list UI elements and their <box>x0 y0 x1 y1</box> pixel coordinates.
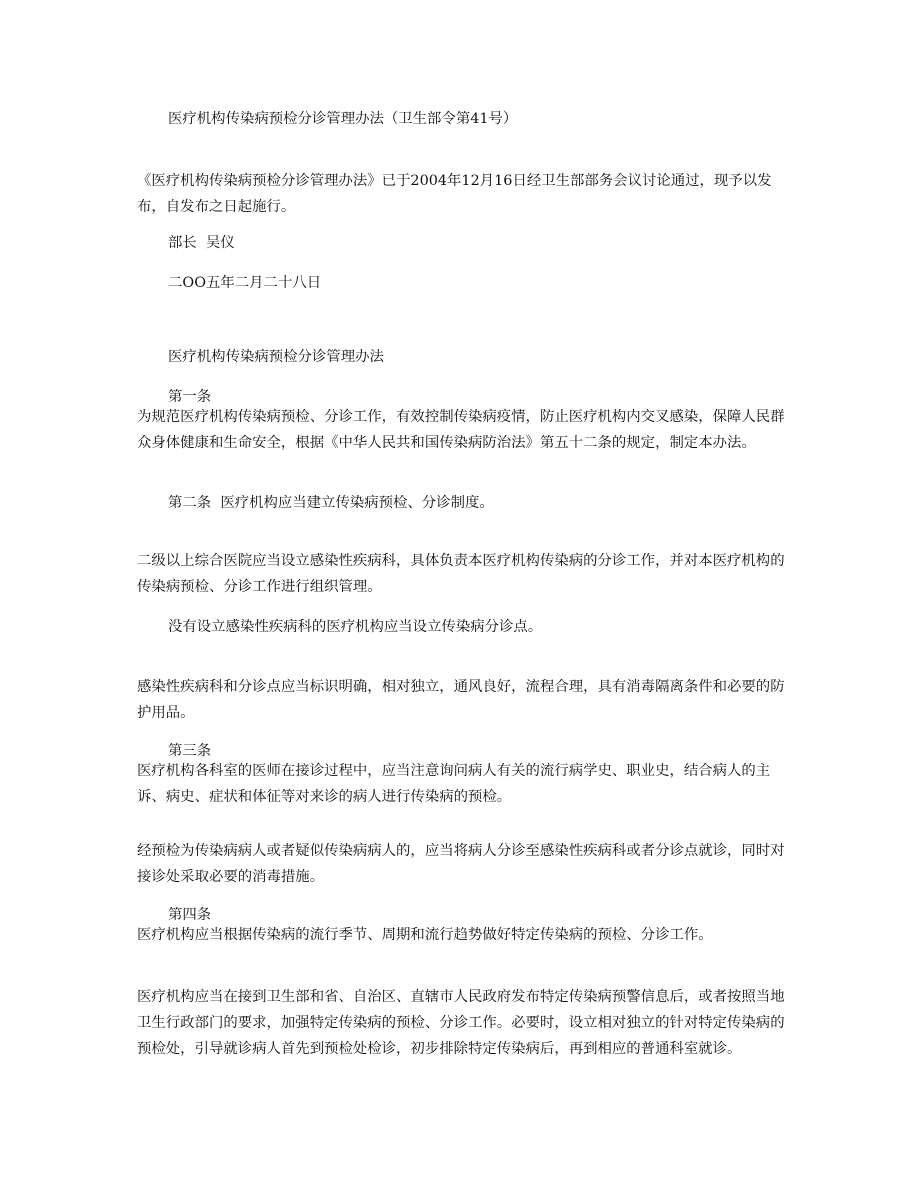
article-4-paragraph-2: 医疗机构应当在接到卫生部和省、自治区、直辖市人民政府发布特定传染病预警信息后，或者按照当地卫生行政部门的要求，加强特定传染病的预检、分诊工作。必要时，设立相对独立的针对特定传染病的预检处，引导就诊病人首先到预检处检诊，初步排除特定传染病后，再到相应的普通科室就诊。 <box>137 989 785 1057</box>
article-3-heading: 第三条 <box>168 743 212 759</box>
article-2-paragraph-4: 感染性疾病科和分诊点应当标识明确，相对独立，通风良好，流程合理，具有消毒隔离条件和必要的防护用品。 <box>137 679 785 721</box>
article-2-paragraph-2: 二级以上综合医院应当设立感染性疾病科，具体负责本医疗机构传染病的分诊工作，并对本医疗机构的传染病预检、分诊工作进行组织管理。 <box>137 553 785 595</box>
article-3-paragraph-2: 经预检为传染病病人或者疑似传染病病人的，应当将病人分诊至感染性疾病科或者分诊点就诊，同时对接诊处采取必要的消毒措施。 <box>137 843 785 885</box>
article-4-text: 医疗机构应当根据传染病的流行季节、周期和流行趋势做好特定传染病的预检、分诊工作。 <box>137 927 713 943</box>
article-1-heading: 第一条 <box>168 389 212 405</box>
article-4-heading: 第四条 <box>168 907 212 923</box>
date-line: 二OO五年二月二十八日 <box>168 275 322 291</box>
signature-line: 部长 吴仪 <box>168 235 235 251</box>
intro-paragraph: 《医疗机构传染病预检分诊管理办法》已于2004年12月16日经卫生部部务会议讨论通过，现予以发布，自发布之日起施行。 <box>137 173 772 215</box>
document-title: 医疗机构传染病预检分诊管理办法（卫生部令第41号） <box>168 111 518 127</box>
article-3-text: 医疗机构各科室的医师在接诊过程中，应当注意询问病人有关的流行病学史、职业史，结合病人的主诉、病史、症状和体征等对来诊的病人进行传染病的预检。 <box>137 763 771 805</box>
article-1-text: 为规范医疗机构传染病预检、分诊工作，有效控制传染病疫情，防止医疗机构内交叉感染，保障人民群众身体健康和生命安全，根据《中华人民共和国传染病防治法》第五十二条的规定，制定本办法。 <box>137 409 785 451</box>
article-2-paragraph-3: 没有设立感染性疾病科的医疗机构应当设立传染病分诊点。 <box>168 619 543 635</box>
article-2-text: 第二条 医疗机构应当建立传染病预检、分诊制度。 <box>168 495 494 511</box>
subtitle-heading: 医疗机构传染病预检分诊管理办法 <box>168 349 384 365</box>
